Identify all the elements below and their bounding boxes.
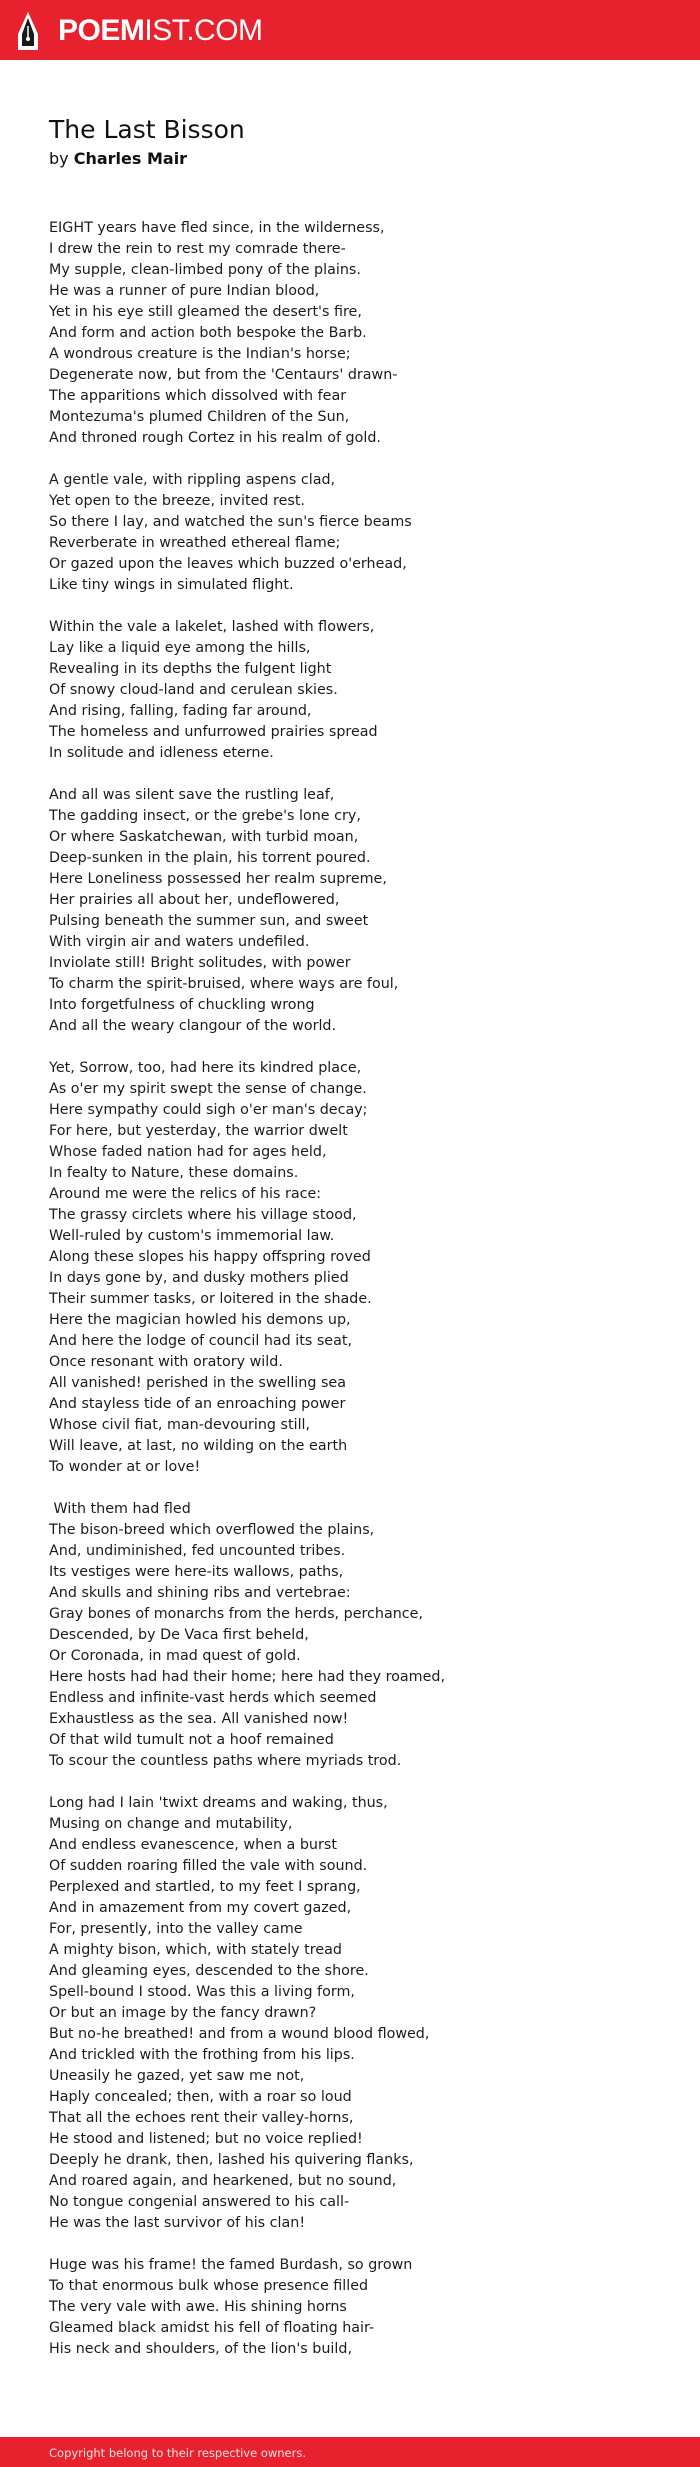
poem-line: Lay like a liquid eye among the hills, [49, 640, 311, 656]
poem-title: The Last Bisson [49, 115, 245, 144]
poem-stanza [49, 1058, 669, 1478]
poem-line: And, undiminished, fed uncounted tribes. [49, 1543, 346, 1559]
poem-line: Whose faded nation had for ages held, [49, 1144, 327, 1160]
poem-line: With them had fled [49, 1501, 191, 1517]
poem-line: Yet open to the breeze, invited rest. [49, 493, 305, 509]
poem-line: A mighty bison, which, with stately tread [49, 1942, 342, 1958]
poem-line: Long had I lain 'twixt dreams and waking, thus, [49, 1795, 388, 1811]
poem-line: Gray bones of monarchs from the herds, perchance, [49, 1606, 423, 1622]
poem-stanza [49, 2255, 669, 2360]
poem-line: My supple, clean-limbed pony of the plains. [49, 262, 361, 278]
poem-line: Once resonant with oratory wild. [49, 1354, 283, 1370]
poem-line: Here the magician howled his demons up, [49, 1312, 351, 1328]
poem-line: And here the lodge of council had its seat, [49, 1333, 353, 1349]
copyright-notice: Copyright belong to their respective owners. [49, 2446, 307, 2460]
poem-line: Huge was his frame! the famed Burdash, so grown [49, 2257, 413, 2273]
poem-line: Yet, Sorrow, too, had here its kindred place, [49, 1060, 362, 1076]
poem-line: Montezuma's plumed Children of the Sun, [49, 409, 350, 425]
poem-line: Here Loneliness possessed her realm supreme, [49, 871, 387, 887]
poem-line: The gadding insect, or the grebe's lone cry, [49, 808, 361, 824]
byline-prefix: by [49, 149, 69, 168]
poem-byline [49, 148, 187, 170]
poem-line: He stood and listened; but no voice replied! [49, 2131, 363, 2147]
poem-line: Descended, by De Vaca first beheld, [49, 1627, 309, 1643]
poem-line: The very vale with awe. His shining horns [49, 2299, 347, 2315]
poem-line: That all the echoes rent their valley-horns, [49, 2110, 354, 2126]
poem-line: Their summer tasks, or loitered in the shade. [49, 1291, 372, 1307]
poem-line: To charm the spirit-bruised, where ways are foul, [49, 976, 399, 992]
poem-line: With virgin air and waters undefiled. [49, 934, 310, 950]
poem-line: Inviolate still! Bright solitudes, with power [49, 955, 351, 971]
poem-line: Into forgetfulness of chuckling wrong [49, 997, 315, 1013]
poem-line: Whose civil fiat, man-devouring still, [49, 1417, 311, 1433]
poem-line: Haply concealed; then, with a roar so loud [49, 2089, 352, 2105]
poem-stanza [49, 785, 669, 1037]
poem-line: Her prairies all about her, undeflowered, [49, 892, 340, 908]
poem-line: Degenerate now, but from the 'Centaurs' drawn- [49, 367, 398, 383]
poem-line: Like tiny wings in simulated flight. [49, 577, 294, 593]
poem-line: But no-he breathed! and from a wound blood flowed, [49, 2026, 430, 2042]
poem-line: And skulls and shining ribs and vertebrae: [49, 1585, 351, 1601]
poem-line: Gleamed black amidst his fell of floating hair- [49, 2320, 375, 2336]
poem-line: EIGHT years have fled since, in the wilderness, [49, 220, 385, 236]
poem-line: To that enormous bulk whose presence filled [49, 2278, 369, 2294]
poem-line: A gentle vale, with rippling aspens clad, [49, 472, 336, 488]
poem-line: The grassy circlets where his village stood, [49, 1207, 357, 1223]
poem-line: Deep-sunken in the plain, his torrent poured. [49, 850, 371, 866]
poem-line: Here hosts had had their home; here had they roamed, [49, 1669, 446, 1685]
poem-line: So there I lay, and watched the sun's fierce beams [49, 514, 412, 530]
poem-line: Yet in his eye still gleamed the desert's fire, [49, 304, 362, 320]
poem-line: Revealing in its depths the fulgent light [49, 661, 332, 677]
poem-line: For, presently, into the valley came [49, 1921, 303, 1937]
poem-line: Or gazed upon the leaves which buzzed o'erhead, [49, 556, 407, 572]
poem-line: And in amazement from my covert gazed, [49, 1900, 352, 1916]
logo-strong-text: POEM [58, 14, 145, 47]
poem-line: The apparitions which dissolved with fear [49, 388, 347, 404]
poem-line: A wondrous creature is the Indian's horse; [49, 346, 351, 362]
poem-line: Spell-bound I stood. Was this a living form, [49, 1984, 355, 2000]
poem-line: Uneasily he gazed, yet saw me not, [49, 2068, 305, 2084]
poem-line: Or Coronada, in mad quest of gold. [49, 1648, 301, 1664]
poem-stanza [49, 1793, 669, 2234]
poem-stanza [49, 218, 669, 449]
poem-line: Of snowy cloud-land and cerulean skies. [49, 682, 338, 698]
poem-line: Within the vale a lakelet, lashed with flowers, [49, 619, 375, 635]
poem-line: And gleaming eyes, descended to the shore. [49, 1963, 369, 1979]
poem-line: Perplexed and startled, to my feet I sprang, [49, 1879, 361, 1895]
poem-line: And rising, falling, fading far around, [49, 703, 312, 719]
poem-line: In fealty to Nature, these domains. [49, 1165, 299, 1181]
poem-line: And throned rough Cortez in his realm of gold. [49, 430, 381, 446]
poem-line: And stayless tide of an enroaching power [49, 1396, 346, 1412]
poem-line: I drew the rein to rest my comrade there- [49, 241, 346, 257]
poem-line: Will leave, at last, no wilding on the earth [49, 1438, 348, 1454]
poem-line: Pulsing beneath the summer sun, and sweet [49, 913, 369, 929]
poem-line: No tongue congenial answered to his call- [49, 2194, 350, 2210]
site-logo[interactable] [58, 14, 263, 48]
poem-line: Or where Saskatchewan, with turbid moan, [49, 829, 359, 845]
poem-line: And endless evanescence, when a burst [49, 1837, 337, 1853]
logo-light-text: IST.COM [144, 14, 263, 47]
poem-line: Around me were the relics of his race: [49, 1186, 322, 1202]
poem-line: He was the last survivor of his clan! [49, 2215, 306, 2231]
poem-body [49, 218, 669, 2381]
poem-line: For here, but yesterday, the warrior dwelt [49, 1123, 348, 1139]
pen-nib-icon[interactable] [17, 12, 39, 50]
poem-line: Reverberate in wreathed ethereal flame; [49, 535, 341, 551]
poem-line: He was a runner of pure Indian blood, [49, 283, 320, 299]
site-header [0, 0, 700, 60]
poem-line: And trickled with the frothing from his lips. [49, 2047, 355, 2063]
poem-line: Here sympathy could sigh o'er man's decay; [49, 1102, 368, 1118]
poem-line: In solitude and idleness eterne. [49, 745, 274, 761]
poem-line: Or but an image by the fancy drawn? [49, 2005, 317, 2021]
poem-line: The bison-breed which overflowed the plains, [49, 1522, 375, 1538]
poem-line: The homeless and unfurrowed prairies spread [49, 724, 378, 740]
poem-stanza [49, 470, 669, 596]
poem-line: To scour the countless paths where myriads trod. [49, 1753, 402, 1769]
poem-stanza [49, 1499, 669, 1772]
poem-line: And all was silent save the rustling leaf, [49, 787, 335, 803]
poem-line: And form and action both bespoke the Barb. [49, 325, 367, 341]
poem-line: Its vestiges were here-its wallows, paths, [49, 1564, 344, 1580]
poem-stanza [49, 617, 669, 764]
poem-line: Exhaustless as the sea. All vanished now! [49, 1711, 349, 1727]
poem-line: Well-ruled by custom's immemorial law. [49, 1228, 335, 1244]
poem-line: As o'er my spirit swept the sense of change. [49, 1081, 367, 1097]
site-footer [0, 2437, 700, 2467]
poem-line: His neck and shoulders, of the lion's build, [49, 2341, 352, 2357]
poem-line: Of sudden roaring filled the vale with sound. [49, 1858, 368, 1874]
poem-line: Endless and infinite-vast herds which seemed [49, 1690, 377, 1706]
poem-line: To wonder at or love! [49, 1459, 201, 1475]
poem-line: Musing on change and mutability, [49, 1816, 293, 1832]
poem-line: In days gone by, and dusky mothers plied [49, 1270, 349, 1286]
poem-line: Of that wild tumult not a hoof remained [49, 1732, 334, 1748]
poem-line: Deeply he drank, then, lashed his quivering flanks, [49, 2152, 414, 2168]
poem-line: All vanished! perished in the swelling sea [49, 1375, 346, 1391]
poem-author-link[interactable]: Charles Mair [73, 149, 188, 168]
poem-line: And all the weary clangour of the world. [49, 1018, 337, 1034]
poem-line: And roared again, and hearkened, but no sound, [49, 2173, 397, 2189]
poem-line: Along these slopes his happy offspring roved [49, 1249, 371, 1265]
